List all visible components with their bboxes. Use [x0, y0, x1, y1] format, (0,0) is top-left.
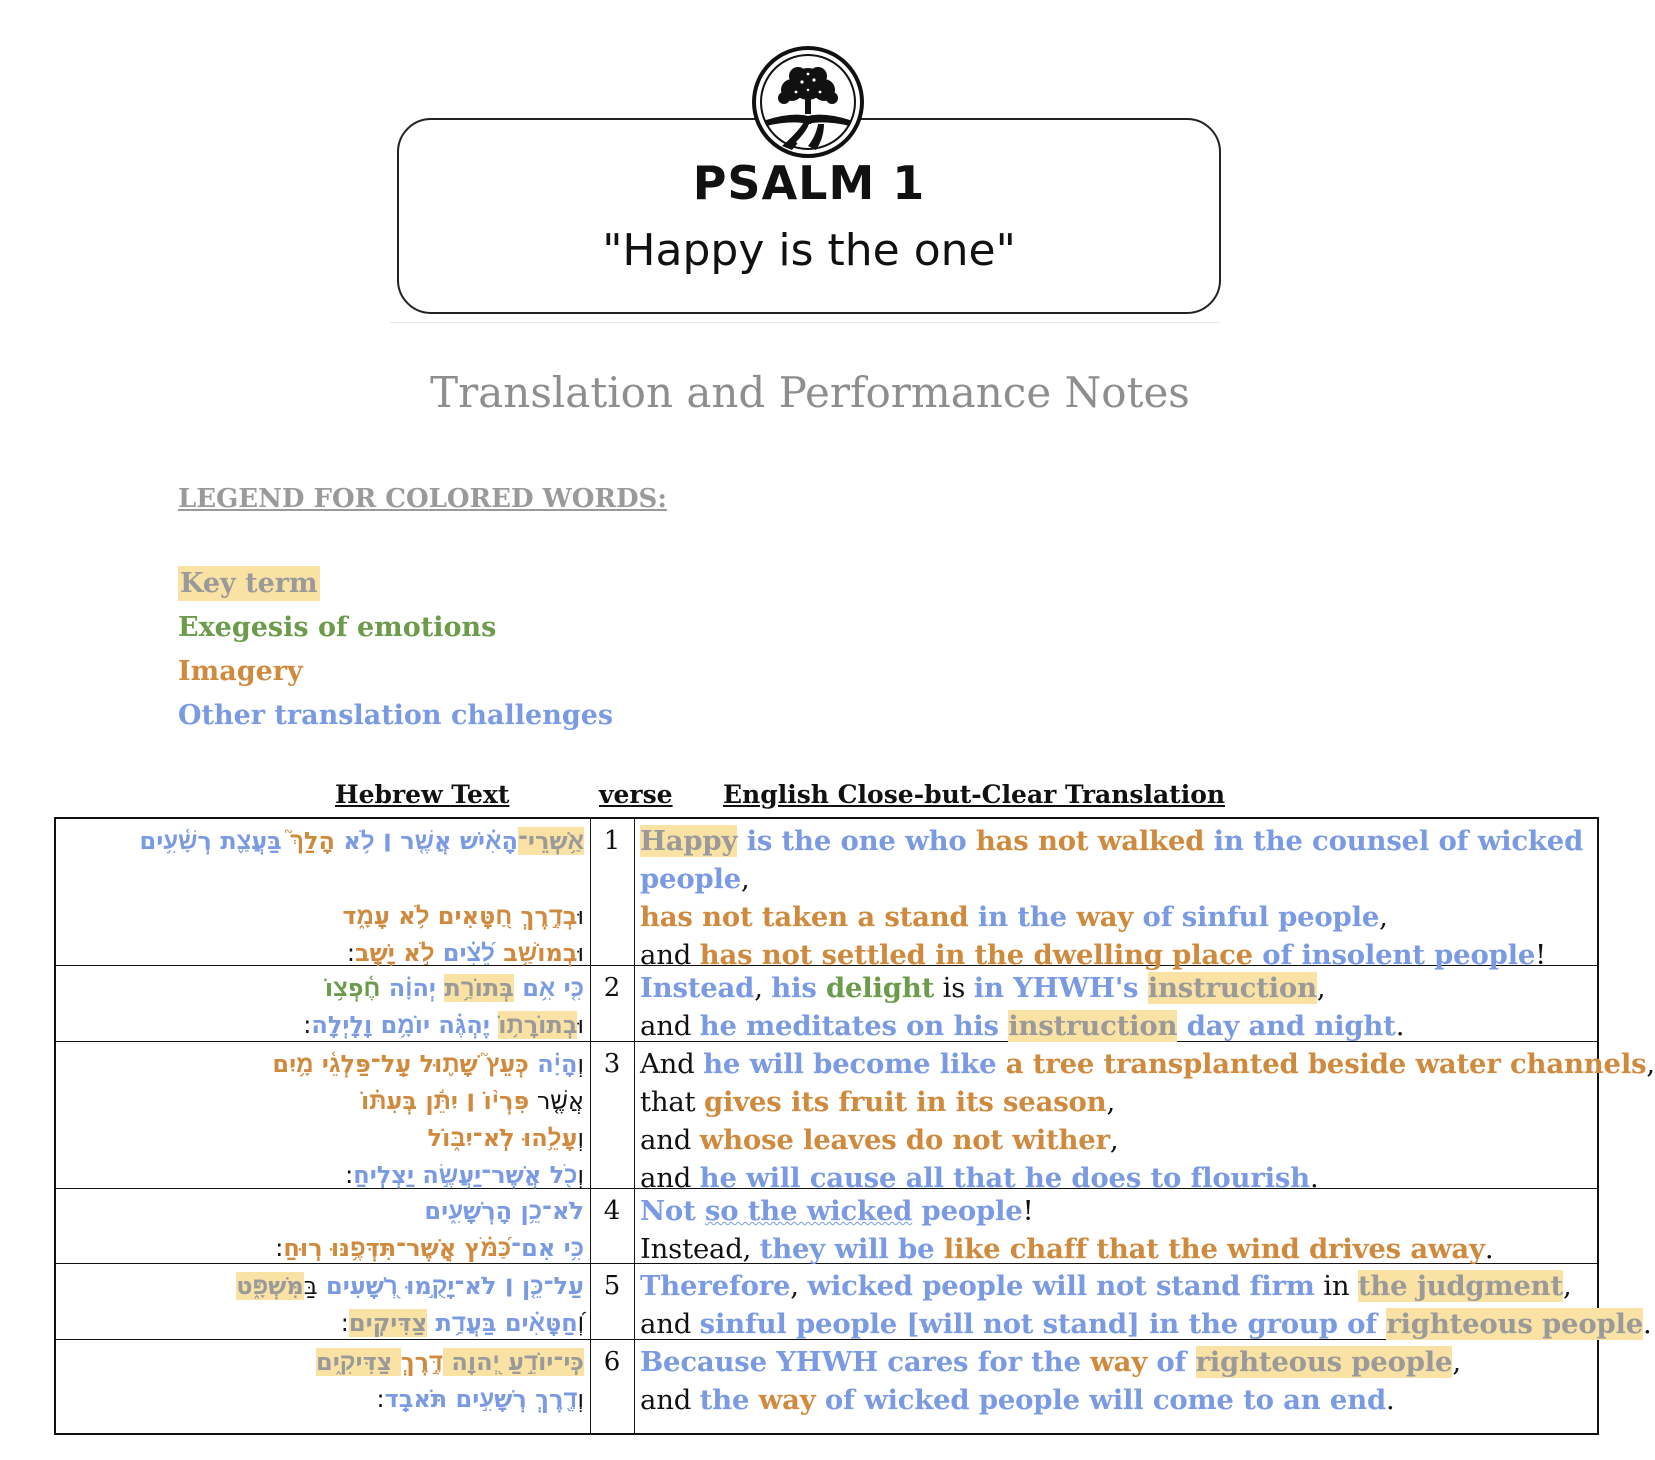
table-row [56, 1189, 1597, 1264]
table-row [56, 1042, 1655, 1194]
english-line [640, 1267, 1591, 1305]
english-segment: in the counsel of wicked [1204, 825, 1584, 857]
english-line [640, 1305, 1652, 1343]
hebrew-cell [56, 1042, 584, 1188]
english-segment: ! [1022, 1195, 1034, 1227]
hebrew-segment: וּ [577, 902, 584, 930]
english-segment: is [934, 972, 974, 1004]
table-row [56, 1340, 1597, 1416]
verse-number: 2 [603, 973, 621, 1003]
english-line [640, 969, 1591, 1007]
english-segment: . [1386, 1384, 1395, 1416]
hebrew-segment: דֶ֖רֶךְ רְשָׁעִ֣ים תֹּאבֵֽד [384, 1385, 578, 1413]
hebrew-segment: הָיָ֗ה [528, 1050, 578, 1078]
hebrew-line [56, 823, 584, 860]
english-segment: Instead [640, 972, 755, 1004]
english-line [640, 1007, 1591, 1045]
english-segment: the [699, 1384, 759, 1416]
english-segment: and [640, 1384, 700, 1416]
english-segment: he will become like [703, 1048, 1006, 1080]
legend-exegesis-of-emotions: Exegesis of emotions [178, 612, 497, 643]
english-segment: Therefore [640, 1270, 791, 1302]
english-segment: his [771, 972, 826, 1004]
hebrew-segment: כֹ֖ל אֲשֶׁר־יַעֲשֶׂ֣ה יַצְלִֽיחַ [353, 1161, 578, 1189]
english-line [640, 1343, 1591, 1381]
table-row [56, 966, 1597, 1042]
english-line [640, 1192, 1591, 1230]
english-segment: people [640, 863, 742, 895]
english-segment: has not walked [975, 825, 1205, 857]
hebrew-segment: : [275, 1234, 284, 1262]
hebrew-line [56, 1120, 584, 1157]
english-segment: instruction [1008, 1010, 1178, 1042]
english-segment: has not taken a stand [640, 901, 969, 933]
column-header-english: English Close-but-Clear Translation [723, 780, 1226, 809]
table-row [56, 819, 1597, 971]
english-segment: , [1109, 1124, 1119, 1156]
english-segment: righteous people [1386, 1308, 1644, 1340]
english-segment: so the wicked [704, 1195, 913, 1227]
english-segment: wicked people will not stand firm [807, 1270, 1315, 1302]
hebrew-segment: וּ [577, 939, 584, 967]
english-segment: And [640, 1048, 704, 1080]
english-segment: , [790, 1270, 808, 1302]
english-segment: of insolent people [1252, 939, 1536, 971]
english-segment: and [640, 1162, 700, 1194]
hebrew-segment: צַדִּיקִֽים [348, 1309, 428, 1337]
english-line [640, 822, 1591, 860]
hebrew-line [56, 1268, 584, 1305]
english-segment: Not [640, 1195, 705, 1227]
hebrew-line [56, 1230, 584, 1267]
hebrew-segment: בְמוֹשַׁ֥ב [494, 939, 578, 967]
hebrew-segment: יֶהְגֶּ֗ה יוֹמָ֥ם וָלָֽיְלָה [311, 1011, 499, 1039]
english-line [640, 860, 1591, 898]
hebrew-line [56, 1381, 584, 1418]
hebrew-cell [56, 819, 584, 965]
english-segment: , [1106, 1086, 1115, 1118]
hebrew-line [56, 970, 584, 1007]
table-row [56, 1264, 1652, 1340]
english-segment: and [640, 1010, 700, 1042]
english-segment: Instead, [640, 1233, 760, 1265]
english-line [640, 898, 1591, 936]
hebrew-segment: בְתוֹרָת֥וֹ [498, 1011, 578, 1039]
verse-number: 5 [603, 1271, 621, 1301]
hebrew-segment: לֹא־כֵ֥ן הָרְשָׁעִ֑ים [424, 1197, 584, 1225]
english-segment: . [1484, 1233, 1494, 1265]
tree-logo-icon [752, 46, 864, 158]
english-segment: he meditates on his [699, 1010, 1009, 1042]
english-segment: , [1379, 901, 1388, 933]
hebrew-segment: דֶּ֣רֶךְ [400, 1348, 443, 1376]
english-segment: gives its fruit in its season [703, 1086, 1107, 1118]
english-segment: , [1646, 1048, 1655, 1080]
english-segment: a tree transplanted beside water channels [1005, 1048, 1647, 1080]
hebrew-segment: : [345, 1161, 354, 1189]
hebrew-line [56, 1193, 584, 1230]
hebrew-segment: וְ [577, 1050, 584, 1078]
hebrew-cell [56, 1189, 584, 1263]
hebrew-segment: יְהוָ֗ה [380, 974, 445, 1002]
english-segment: they will be [759, 1233, 944, 1265]
english-cell [640, 1340, 1591, 1416]
hebrew-segment: : [303, 1011, 312, 1039]
psalm-table [54, 817, 1655, 1435]
english-segment: has not settled in the dwelling place [699, 939, 1253, 971]
english-segment: Happy [640, 825, 738, 857]
hebrew-line [56, 1344, 584, 1381]
english-line [640, 1381, 1591, 1419]
hebrew-segment: הָלַךְ֮ [281, 827, 336, 855]
english-segment: , [754, 972, 772, 1004]
english-segment: way [1090, 1346, 1147, 1378]
english-segment: way [758, 1384, 816, 1416]
hebrew-cell [56, 1340, 584, 1413]
english-segment: and [640, 1308, 700, 1340]
english-segment: instruction [1147, 972, 1317, 1004]
hebrew-segment: וְ֝ [577, 1309, 584, 1337]
english-segment: , [1452, 1346, 1461, 1378]
hebrew-line [56, 898, 584, 935]
legend-imagery: Imagery [178, 656, 303, 687]
hebrew-segment: לֹ֥א עָמָ֑ד [342, 902, 430, 930]
hebrew-segment: : [376, 1385, 385, 1413]
hebrew-segment: אֲשֶׁ֤ר [529, 1087, 584, 1115]
english-segment: , [1316, 972, 1326, 1004]
hebrew-segment: : [346, 939, 355, 967]
english-segment: that [640, 1086, 704, 1118]
hebrew-segment: כִּֽי־יוֹדֵ֣עַ יְ֭הוָה [442, 1348, 584, 1376]
hebrew-segment: חַטָּאִ֗ים בַּעֲדַ֥ת [427, 1309, 578, 1337]
legend-other-translation-challenges: Other translation challenges [178, 700, 614, 731]
english-segment: people [912, 1195, 1023, 1227]
english-segment: ! [1535, 939, 1547, 971]
hebrew-segment: : [340, 1309, 349, 1337]
english-segment: he will cause all that he does to flourish [699, 1162, 1310, 1194]
english-segment: and [640, 1124, 700, 1156]
hebrew-segment: לֹ֣א יָשָֽׁב [354, 939, 435, 967]
english-segment: way [1076, 901, 1134, 933]
hebrew-line [56, 860, 584, 898]
english-segment: in YHWH's [973, 972, 1148, 1004]
hebrew-segment: כַּ֝מֹּ֗ץ אֲֽשֶׁר־תִּדְּפֶ֥נּוּ רֽוּחַ [283, 1234, 512, 1262]
legend-key-term: Key term [180, 568, 318, 599]
english-line [640, 1121, 1591, 1159]
hebrew-segment: בְדֶ֣רֶךְ [512, 902, 578, 930]
hebrew-segment: חֶ֫פְצ֥וֹ [324, 974, 381, 1002]
english-segment: of [1146, 1346, 1196, 1378]
hebrew-cell [56, 1264, 584, 1339]
verse-number: 1 [603, 826, 621, 856]
english-segment: whose leaves do not wither [699, 1124, 1110, 1156]
hebrew-segment: מִּשְׁפָּ֑ט [236, 1272, 304, 1300]
english-segment: , [1562, 1270, 1572, 1302]
hebrew-line [56, 1007, 584, 1044]
hebrew-cell [56, 966, 584, 1041]
verse-number: 6 [603, 1347, 621, 1377]
english-segment: of wicked people will come to an end [815, 1384, 1387, 1416]
english-segment: and [640, 939, 700, 971]
english-cell [640, 1189, 1591, 1263]
hebrew-segment: חַ֭טָּאִים [429, 902, 513, 930]
english-segment: sinful people [will not stand] in the group of [699, 1308, 1387, 1340]
english-line [640, 1045, 1655, 1083]
hebrew-segment: עָלֵ֥הוּ לֹֽא־יִבּ֑וֹל [427, 1124, 578, 1152]
hebrew-segment: וְ [577, 1385, 584, 1413]
hebrew-segment: הָאִ֗ישׁ אֲשֶׁ֤ר ׀ לֹ֥א [335, 827, 518, 855]
english-cell [640, 1042, 1655, 1194]
english-segment: in the [968, 901, 1077, 933]
english-cell [640, 966, 1591, 1041]
column-header-verse: verse [599, 780, 673, 809]
verse-number: 3 [603, 1049, 621, 1079]
english-segment: . [1395, 1010, 1405, 1042]
hebrew-segment: בְּתוֹרַ֥ת [444, 974, 514, 1002]
hebrew-segment: וְ [577, 1161, 584, 1189]
hebrew-segment: אַ֥שְֽׁרֵי־ [517, 827, 584, 855]
english-segment: in [1314, 1270, 1358, 1302]
psalm-title: PSALM 1 [692, 156, 926, 210]
psalm-subtitle: "Happy is the one" [602, 225, 1016, 276]
hebrew-line [56, 1305, 584, 1342]
english-segment: day and night [1177, 1010, 1396, 1042]
column-header-hebrew: Hebrew Text [335, 780, 510, 809]
verse-number: 4 [603, 1196, 621, 1226]
english-cell [640, 1264, 1652, 1340]
legend-title: LEGEND FOR COLORED WORDS: [178, 484, 667, 514]
hebrew-segment: בַּעֲצַ֪ת רְשָׁ֫עִ֥ים [139, 827, 282, 855]
english-segment: . [1309, 1162, 1319, 1194]
english-cell [640, 819, 1591, 971]
english-line [640, 1230, 1591, 1268]
hebrew-segment: כִּ֥י אִם־ [511, 1234, 584, 1262]
english-segment: righteous people [1195, 1346, 1453, 1378]
english-segment: Because YHWH cares for the [640, 1346, 1091, 1378]
english-line [640, 1083, 1591, 1121]
hebrew-segment: לֵ֝צִ֗ים [434, 939, 495, 967]
document-heading: Translation and Performance Notes [430, 368, 1190, 417]
english-segment: delight [825, 972, 935, 1004]
hebrew-segment: וְ [577, 1124, 584, 1152]
hebrew-segment: כְּעֵץ֮ שָׁת֪וּל עַֽל־פַּלְגֵ֫י מָ֥יִם [272, 1050, 529, 1078]
english-segment: is the one who [737, 825, 976, 857]
hebrew-segment: כִּ֤י אִ֥ם [513, 974, 584, 1002]
hebrew-segment: פִּרְי֨וֹ ׀ יִתֵּ֬ן בְּעִתּ֗וֹ [360, 1087, 530, 1115]
hebrew-segment: בַּ [303, 1272, 318, 1300]
english-segment: of sinful people [1133, 901, 1380, 933]
hebrew-segment: צַדִּיקִ֑ים [316, 1348, 401, 1376]
hebrew-line [56, 1046, 584, 1083]
hebrew-segment: וּ [577, 1011, 584, 1039]
english-segment: . [1643, 1308, 1652, 1340]
english-segment: the judgment [1357, 1270, 1563, 1302]
english-segment: , [741, 863, 750, 895]
hebrew-line [56, 1083, 584, 1120]
english-segment: like chaff that the wind drives away [943, 1233, 1485, 1265]
hebrew-segment: עַל־כֵּ֤ן ׀ לֹא־יָקֻ֣מוּ רְ֭שָׁעִים [317, 1272, 584, 1300]
